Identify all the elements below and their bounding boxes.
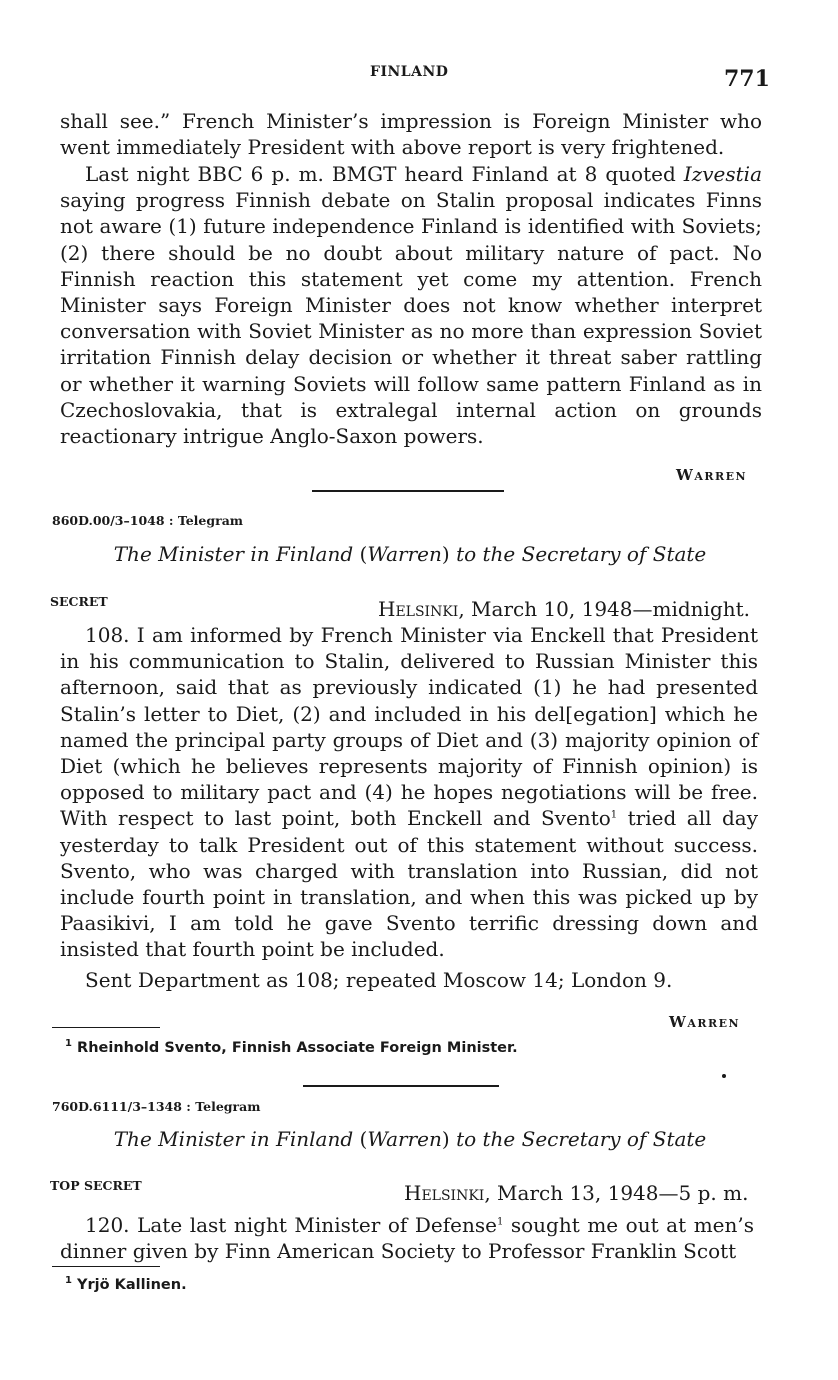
doc2-body: 108. I am informed by French Minister via Enckell that President in his communication to Stalin, delivered to Russian Minister this afternoon, said that as previously indicated (1) he had presented Stalin’s letter to Diet, (2) and included in his del[egation] which he named the principal party groups of Diet and (3) majority opinion of Diet (which he believes represents majority of Finnish opinion) is opposed to military pact and (4) he hopes negotiations will be free. With respect to last point, both Enckell and Svento$^1$ tried all day yesterday to talk President out of this statement without success. Svento, who was charged with translation into Russian, did not include fourth point in translation, and when this was picked up by Paasikivi, I am told he gave Svento terrific dressing down and insisted that fourth point be included. [60,623,758,962]
doc2-footnote: $^1$ Rheinhold Svento, Finnish Associate Foreign Minister. [65,1038,518,1056]
doc2-sent-line: Sent Department as 108; repeated Moscow 14; London 9. [85,968,673,992]
doc3-footnote: $^1$ Yrjö Kallinen. [65,1275,187,1293]
doc3-classification: TOP SECRET [50,1178,142,1193]
doc3-dateline: Helsinki, March 13, 1948—5 p. m. [404,1181,749,1205]
section-divider-1 [312,490,504,492]
doc2-signature: Warren [669,1013,741,1031]
footnote-rule-2 [52,1266,160,1267]
doc3-heading: The Minister in Finland (Warren) to the Secretary of State [113,1127,707,1151]
doc2-classification: SECRET [50,594,108,609]
speck-mark [722,1074,726,1078]
footnote-ref: 1 [496,1216,504,1228]
doc3-body: 120. Late last night Minister of Defense$^1$ sought me out at men’s dinner given by Finn American Society to Professor Franklin Scott [60,1213,755,1264]
doc1-paragraph-1: shall see.” French Minister’s impression is Foreign Minister who went immediately President with above report is very frightened. [60,109,762,160]
running-head: FINLAND [370,64,449,80]
footnote-ref: 1 [610,809,618,821]
doc2-dateline: Helsinki, March 10, 1948—midnight. [378,597,751,621]
doc1-signature: Warren [676,466,748,484]
doc1-paragraph-2: Last night BBC 6 p. m. BMGT heard Finland at 8 quoted Izvestia saying progress Finnish debate on Stalin proposal indicates Finns not aware (1) future independence Finland is identified with Soviets; (2) there should be no doubt about military nature of pact. No Finnish reaction this statement yet come my attention. French Minister says Foreign Minister does not know whether interpret conversation with Soviet Minister as no more than expression Soviet irritation Finnish delay decision or whether it threat saber rattling or whether it warning Soviets will follow same pattern Finland as in Czechoslovakia, that is extralegal internal action on grounds reactionary intrigue Anglo-Saxon powers. [60,162,762,449]
izvestia-italic: Izvestia [683,162,762,186]
doc2-file-number: 860D.00/3–1048 : Telegram [52,513,244,528]
page-number: 771 [724,66,770,92]
doc3-file-number: 760D.6111/3–1348 : Telegram [52,1099,261,1114]
doc2-heading: The Minister in Finland (Warren) to the Secretary of State [113,542,707,566]
footnote-rule-1 [52,1027,160,1028]
section-divider-2 [303,1085,499,1087]
